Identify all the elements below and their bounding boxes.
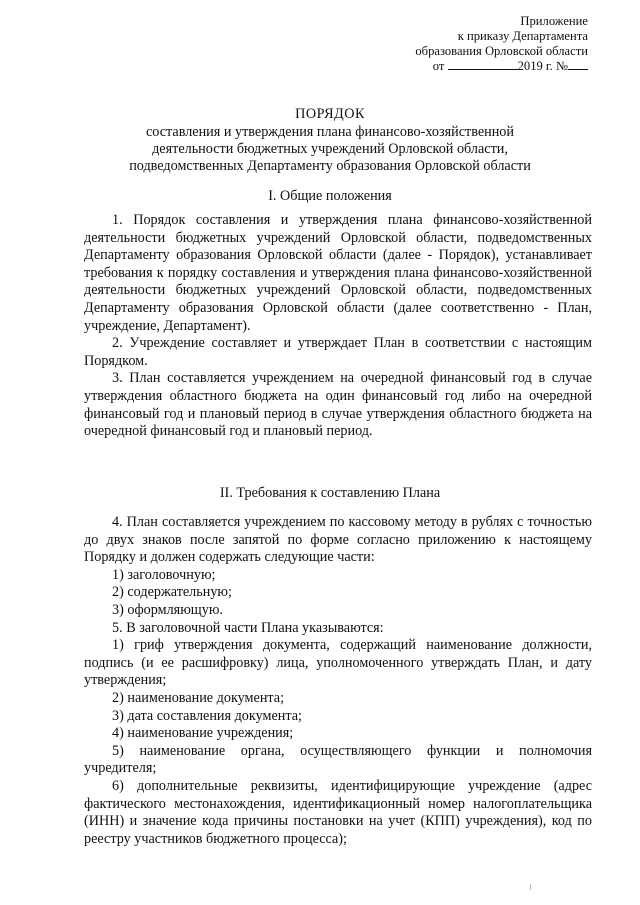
- appendix-line: образования Орловской области: [415, 43, 588, 58]
- subtitle-line: подведомственных Департаменту образования Орловской области: [129, 158, 531, 174]
- section2-body: [84, 514, 592, 848]
- list-item: 1) заголовочную;: [112, 566, 216, 583]
- section-heading-general: I. Общие положения: [268, 188, 392, 204]
- appendix-date-prefix: от: [432, 59, 445, 74]
- paragraph: 2. Учреждение составляет и утверждает План в соответствии с настоящим Порядком.: [84, 335, 592, 369]
- appendix-date-line: [388, 58, 588, 74]
- list-item: 6) дополнительные реквизиты, идентифицирующие учреждение (адрес фактического местонахождения, идентификационный номер налогоплательщика (ИНН) и значение кода причины постановки на учет (КПП) учреждения), код по реестру участников бюджетного процесса);: [84, 777, 592, 847]
- section1-body: [84, 212, 592, 441]
- list-item: 2) содержательную;: [112, 584, 232, 601]
- paragraph: 1. Порядок составления и утверждения плана финансово-хозяйственной деятельности бюджетных учреждений Орловской области, подведомственных Департаменту образования Орловской области (далее - Порядок), устанавливает требования к порядку составления и утверждения плана финансово-хозяйственной деятельности бюджетных учреждений Орловской области, подведомственных Департаменту образования Орловской области (далее соответственно - План, учреждение, Департамент).: [84, 212, 592, 334]
- number-blank: [568, 58, 588, 70]
- appendix-header: [388, 14, 588, 74]
- list-item: 3) дата составления документа;: [112, 707, 302, 724]
- paragraph: 3. План составляется учреждением на очередной финансовый год в случае утверждения областного бюджета на один финансовый год либо на очередной финансовый год и плановый период в случае утверждения областного бюджета на очередной финансовый год и плановый период.: [84, 370, 592, 440]
- appendix-line: Приложение: [520, 14, 588, 28]
- appendix-date-middle: 2019 г. №: [517, 59, 568, 74]
- subtitle-line: составления и утверждения плана финансово-хозяйственной: [145, 124, 514, 140]
- scan-artifact: [530, 884, 531, 890]
- list-item: 4) наименование учреждения;: [112, 725, 294, 742]
- paragraph: 5. В заголовочной части Плана указываются:: [112, 619, 384, 636]
- section-heading-requirements: II. Требования к составлению Плана: [219, 485, 441, 501]
- list-item: 5) наименование органа, осуществляющего функции и полномочия учредителя;: [84, 742, 592, 777]
- date-blank: [448, 58, 518, 70]
- appendix-line: к приказу Департамента: [457, 28, 588, 43]
- list-item: 2) наименование документа;: [112, 689, 285, 706]
- subtitle-line: деятельности бюджетных учреждений Орловской области,: [152, 141, 508, 157]
- document-subtitle: [60, 124, 600, 175]
- list-item: 1) гриф утверждения документа, содержащий наименование должности, подпись (и ее расшифровку) лица, уполномоченного утверждать План, и дату утверждения;: [84, 637, 592, 689]
- document-title: ПОРЯДОК: [295, 106, 365, 122]
- list-item: 3) оформляющую.: [112, 601, 223, 618]
- paragraph: 4. План составляется учреждением по кассовому методу в рублях с точностью до двух знаков после запятой по форме согласно приложению к настоящему Порядку и должен содержать следующие части:: [84, 514, 592, 566]
